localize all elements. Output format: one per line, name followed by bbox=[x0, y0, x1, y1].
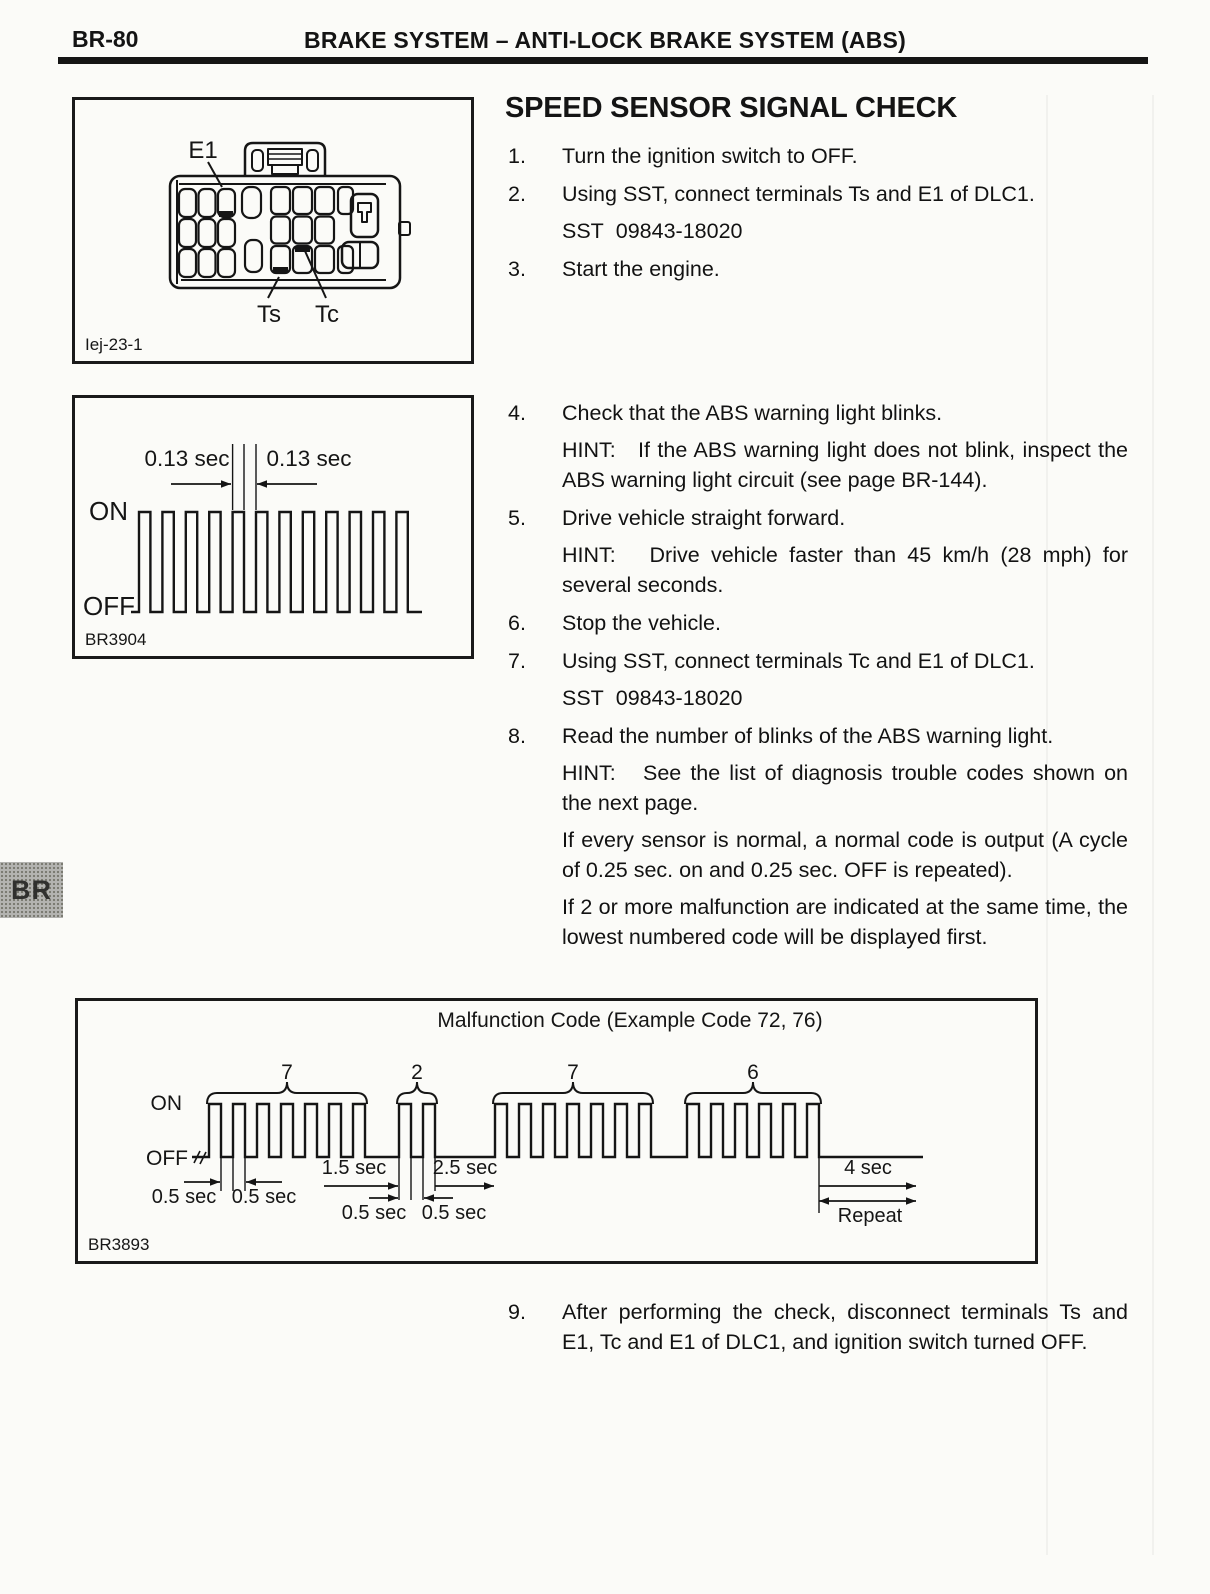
step-number: 6. bbox=[508, 611, 526, 635]
connector-body bbox=[170, 143, 410, 298]
procedure-step bbox=[508, 398, 1128, 495]
figure-connector bbox=[72, 97, 474, 364]
step-text: Turn the ignition switch to OFF. bbox=[562, 144, 858, 168]
time-label: 0.5 sec bbox=[421, 1202, 487, 1224]
time-label: 2.5 sec bbox=[432, 1157, 498, 1179]
step-text: Drive vehicle straight forward. bbox=[562, 506, 846, 530]
off-label: OFF bbox=[83, 591, 135, 621]
step-sst: SST 09843-18020 bbox=[562, 686, 743, 710]
group-count: 2 bbox=[411, 1061, 423, 1084]
terminal-grid-right bbox=[271, 187, 353, 273]
time-label: 0.13 sec bbox=[266, 446, 352, 471]
time-label: 0.5 sec bbox=[231, 1186, 297, 1208]
figure-normal-signal bbox=[72, 395, 474, 659]
figure-code: BR3904 bbox=[85, 630, 147, 649]
procedure-step bbox=[508, 608, 1128, 638]
procedure-steps bbox=[508, 141, 1128, 292]
step-number: 7. bbox=[508, 649, 526, 673]
procedure-steps bbox=[508, 1297, 1128, 1365]
group-count: 6 bbox=[747, 1061, 759, 1084]
step-number: 1. bbox=[508, 144, 526, 168]
section-tab-label: BR bbox=[11, 874, 52, 905]
step-number: 4. bbox=[508, 401, 526, 425]
step-hint: HINT: See the list of diagnosis trouble codes shown on the next page. bbox=[562, 761, 1128, 815]
figure-malfunction bbox=[75, 998, 1038, 1264]
step-number: 8. bbox=[508, 724, 526, 748]
step-hint: HINT: If the ABS warning light does not blink, inspect the ABS warning light circuit (see page BR-144). bbox=[562, 438, 1128, 492]
step-text: Using SST, connect terminals Ts and E1 of DLC1. bbox=[562, 182, 1035, 206]
step-number: 2. bbox=[508, 182, 526, 206]
waveform-malfunction bbox=[78, 1001, 1035, 1261]
step-text: After performing the check, disconnect terminals Ts and E1, Tc and E1 of DLC1, and ignition switch turned OFF. bbox=[562, 1300, 1128, 1354]
time-label: 0.13 sec bbox=[144, 446, 230, 471]
step-text: Using SST, connect terminals Tc and E1 of DLC1. bbox=[562, 649, 1035, 673]
step-text: Stop the vehicle. bbox=[562, 611, 721, 635]
procedure-step bbox=[508, 1297, 1128, 1357]
label-ts: Ts bbox=[257, 301, 281, 328]
time-label: 0.5 sec bbox=[341, 1202, 407, 1224]
waveform-normal bbox=[75, 398, 471, 656]
time-label: 4 sec bbox=[844, 1157, 892, 1179]
procedure-step bbox=[508, 254, 1128, 284]
procedure-step bbox=[508, 646, 1128, 713]
step-para: If 2 or more malfunction are indicated at the same time, the lowest numbered code will be displayed first. bbox=[562, 895, 1128, 949]
procedure-steps bbox=[508, 398, 1128, 960]
step-number: 3. bbox=[508, 257, 526, 281]
connector-diagram bbox=[75, 100, 471, 361]
page-number: BR-80 bbox=[72, 26, 139, 52]
section-tab-br bbox=[0, 862, 63, 918]
page-title: SPEED SENSOR SIGNAL CHECK bbox=[505, 92, 958, 124]
step-para: If every sensor is normal, a normal code is output (A cycle of 0.25 sec. on and 0.25 sec. OFF is repeated). bbox=[562, 828, 1128, 882]
step-text: Read the number of blinks of the ABS warning light. bbox=[562, 724, 1054, 748]
on-label: ON bbox=[89, 496, 128, 526]
group-count: 7 bbox=[567, 1061, 579, 1084]
group-count: 7 bbox=[281, 1061, 293, 1084]
header-title: BRAKE SYSTEM – ANTI-LOCK BRAKE SYSTEM (ABS) bbox=[304, 27, 906, 53]
figure-code: BR3893 bbox=[88, 1235, 150, 1254]
procedure-step bbox=[508, 179, 1128, 246]
step-text: Start the engine. bbox=[562, 257, 720, 281]
step-number: 9. bbox=[508, 1300, 526, 1324]
header-rule bbox=[58, 57, 1148, 64]
procedure-step bbox=[508, 503, 1128, 600]
procedure-step bbox=[508, 141, 1128, 171]
step-number: 5. bbox=[508, 506, 526, 530]
figure-code: Iej-23-1 bbox=[85, 335, 143, 354]
on-label: ON bbox=[150, 1092, 182, 1115]
figure-title: Malfunction Code (Example Code 72, 76) bbox=[437, 1009, 823, 1032]
terminal-grid-left bbox=[179, 189, 235, 277]
time-label: 0.5 sec bbox=[151, 1186, 217, 1208]
label-e1: E1 bbox=[188, 137, 218, 164]
off-label: OFF bbox=[146, 1147, 188, 1170]
label-tc: Tc bbox=[315, 301, 339, 328]
step-sst: SST 09843-18020 bbox=[562, 219, 743, 243]
repeat-label: Repeat bbox=[837, 1205, 903, 1227]
bleedthrough-line bbox=[1152, 95, 1154, 1555]
procedure-step bbox=[508, 721, 1128, 952]
step-hint: HINT: Drive vehicle faster than 45 km/h (28 mph) for several seconds. bbox=[562, 543, 1128, 597]
step-text: Check that the ABS warning light blinks. bbox=[562, 401, 943, 425]
time-label: 1.5 sec bbox=[321, 1157, 387, 1179]
